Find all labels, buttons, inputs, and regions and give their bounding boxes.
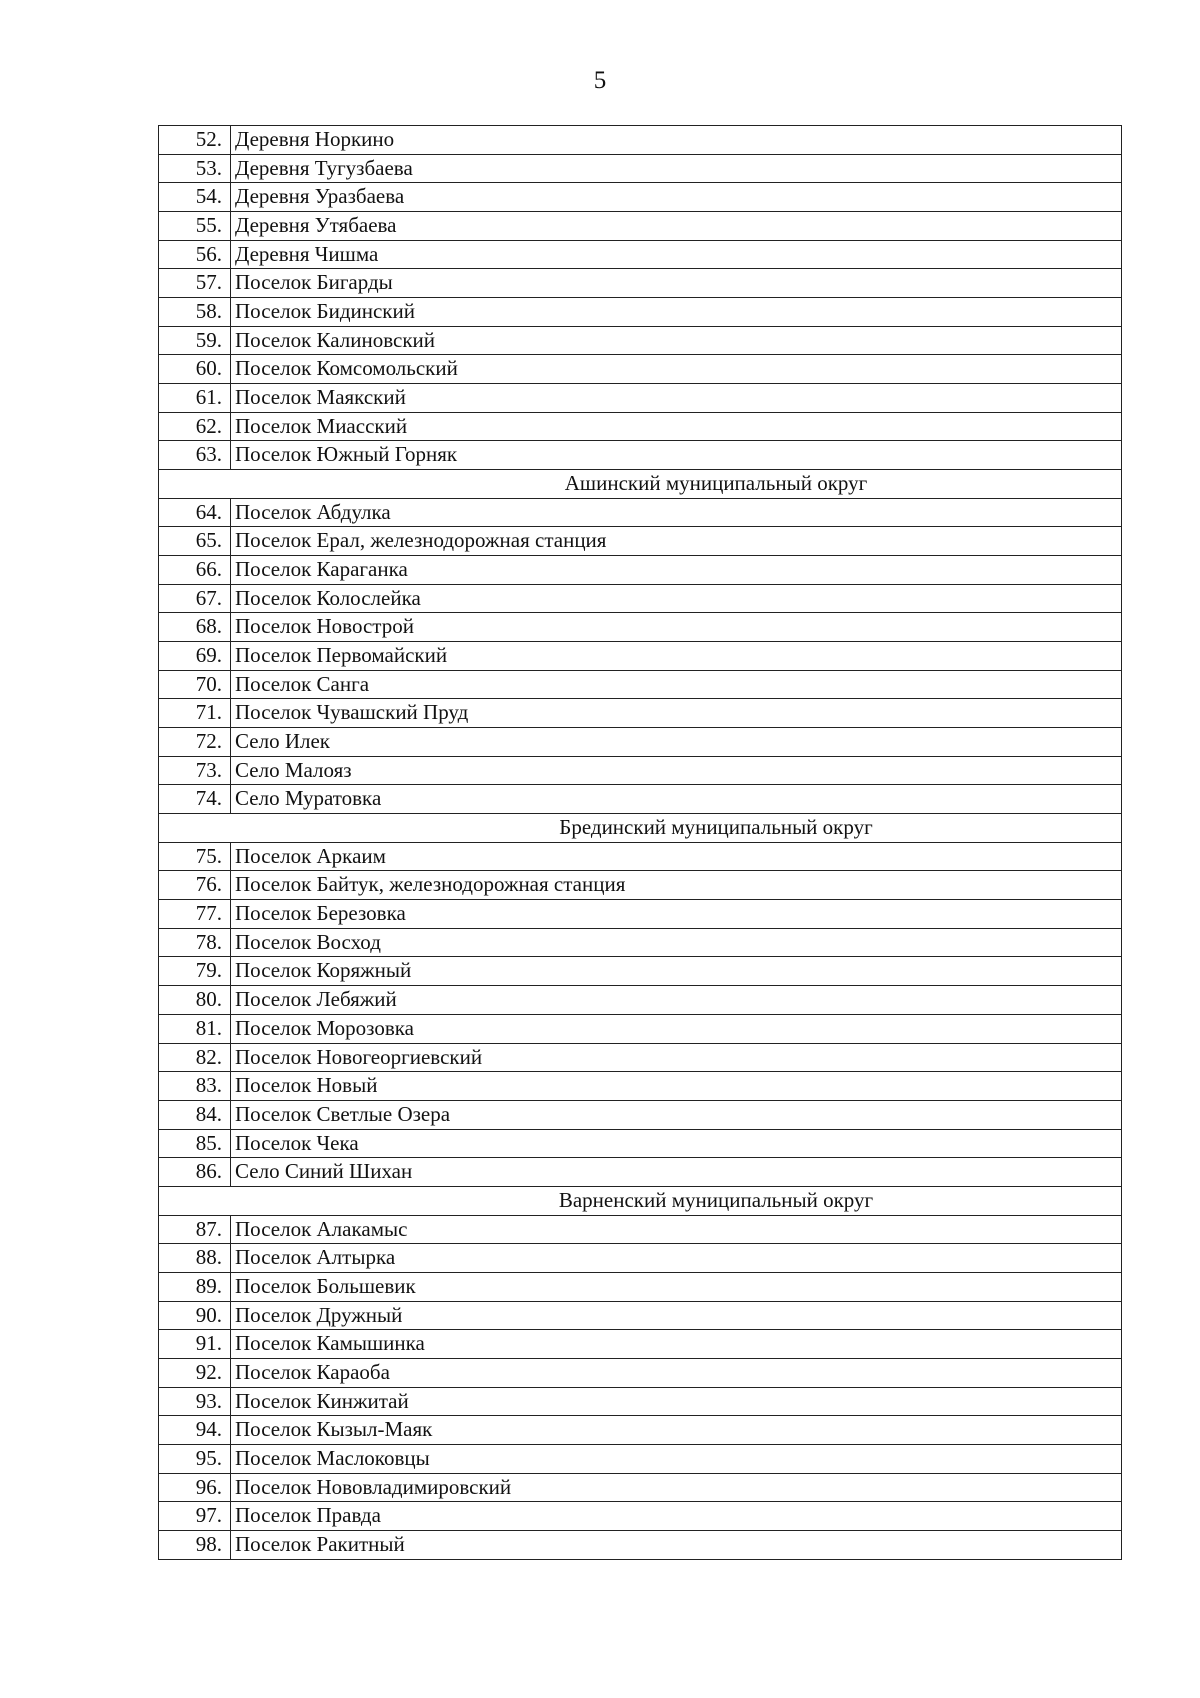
table-row [159,327,1121,356]
page-number: 5 [593,67,607,94]
settlement-name: Поселок Маякский [235,385,406,410]
row-number: 53. [159,155,231,183]
row-number: 75. [159,843,231,871]
settlement-name: Поселок Дружный [235,1302,403,1327]
row-number: 70. [159,671,231,699]
settlement-name: Село Синий Шихан [235,1159,413,1184]
row-number: 59. [159,327,231,355]
section-header-row [159,470,1121,499]
row-number: 57. [159,269,231,297]
table-row [159,1044,1121,1073]
table-row [159,843,1121,872]
row-number: 66. [159,556,231,584]
table-row [159,929,1121,958]
table-row [159,413,1121,442]
settlement-name: Поселок Южный Горняк [235,442,458,467]
settlement-name: Поселок Морозовка [235,1015,414,1040]
settlement-name: Поселок Маслоковцы [235,1445,430,1470]
settlement-name: Поселок Березовка [235,901,406,926]
row-number: 73. [159,757,231,785]
settlement-name: Поселок Кызыл-Маяк [235,1417,433,1442]
section-title: Варненский муниципальный округ [558,1187,874,1212]
settlement-name: Поселок Первомайский [235,643,448,668]
settlement-name: Поселок Кинжитай [235,1388,409,1413]
row-number: 61. [159,384,231,412]
settlement-name: Поселок Аркаим [235,843,386,868]
table-row [159,527,1121,556]
table-row [159,1474,1121,1503]
table-row [159,241,1121,270]
row-number: 71. [159,699,231,727]
section-title: Брединский муниципальный округ [559,815,873,840]
table-row [159,1445,1121,1474]
settlement-name: Поселок Колослейка [235,585,421,610]
settlement-name: Поселок Комсомольский [235,356,458,381]
settlement-name: Поселок Абдулка [235,499,391,524]
table-row [159,613,1121,642]
settlement-name: Поселок Коряжный [235,958,412,983]
table-row [159,556,1121,585]
table-row [159,1273,1121,1302]
table-row [159,212,1121,241]
row-number: 68. [159,613,231,641]
row-number: 87. [159,1216,231,1244]
table-row [159,1216,1121,1245]
settlement-name: Деревня Чишма [235,241,379,266]
settlement-name: Деревня Норкино [235,127,395,151]
row-number: 94. [159,1416,231,1444]
table-row [159,1015,1121,1044]
row-number: 72. [159,728,231,756]
row-number: 93. [159,1388,231,1416]
table-row [159,1502,1121,1531]
row-number: 74. [159,785,231,813]
settlement-name: Поселок Новый [235,1073,378,1098]
row-number: 58. [159,298,231,326]
settlement-name: Поселок Лебяжий [235,987,397,1012]
table-row [159,1101,1121,1130]
settlement-name: Село Малояз [235,757,352,782]
row-number: 64. [159,499,231,527]
table-row [159,441,1121,470]
row-number: 89. [159,1273,231,1301]
row-number: 77. [159,900,231,928]
settlement-name: Поселок Светлые Озера [235,1101,451,1126]
table-row [159,699,1121,728]
table-row [159,671,1121,700]
settlement-name: Деревня Утябаева [235,213,397,238]
row-number: 56. [159,241,231,269]
settlement-name: Поселок Ерал, железнодорожная станция [235,528,607,553]
table-row [159,728,1121,757]
row-number: 82. [159,1044,231,1072]
table-row [159,155,1121,184]
settlement-name: Село Муратовка [235,786,382,811]
table-row [159,900,1121,929]
row-number: 92. [159,1359,231,1387]
row-number: 54. [159,183,231,211]
table-row [159,757,1121,786]
table-row [159,1388,1121,1417]
settlement-name: Деревня Уразбаева [235,184,405,209]
settlement-name: Поселок Бигарды [235,270,393,295]
row-number: 67. [159,585,231,613]
table-row [159,986,1121,1015]
settlement-name: Поселок Калиновский [235,327,436,352]
row-number: 81. [159,1015,231,1043]
row-number: 76. [159,871,231,899]
table-row [159,1330,1121,1359]
settlement-name: Поселок Караоба [235,1359,390,1384]
settlement-name: Поселок Большевик [235,1273,416,1298]
table-row [159,785,1121,814]
table-row [159,355,1121,384]
settlement-name: Поселок Правда [235,1503,381,1528]
row-number: 88. [159,1244,231,1272]
section-header-row [159,1187,1121,1216]
settlement-name: Деревня Тугузбаева [235,155,413,180]
row-number: 95. [159,1445,231,1473]
table-row [159,957,1121,986]
table-row [159,1302,1121,1331]
settlement-name: Поселок Камышинка [235,1331,425,1356]
row-number: 79. [159,957,231,985]
table-row [159,1130,1121,1159]
table-row [159,499,1121,528]
settlement-name: Поселок Байтук, железнодорожная станция [235,872,626,897]
settlement-name: Поселок Миасский [235,413,408,438]
table-row [159,126,1121,155]
settlement-name: Поселок Алакамыс [235,1216,408,1241]
row-number: 78. [159,929,231,957]
table-row [159,1244,1121,1273]
settlement-name: Поселок Новострой [235,614,414,639]
row-number: 69. [159,642,231,670]
row-number: 84. [159,1101,231,1129]
row-number: 63. [159,441,231,469]
row-number: 98. [159,1531,231,1559]
table-row [159,871,1121,900]
settlement-name: Село Илек [235,729,330,754]
table-row [159,298,1121,327]
settlement-name: Поселок Восход [235,929,381,954]
row-number: 52. [159,126,231,154]
settlements-table [158,125,1122,1560]
settlement-name: Поселок Алтырка [235,1245,396,1270]
row-number: 60. [159,355,231,383]
settlement-name: Поселок Бидинский [235,299,415,324]
row-number: 83. [159,1072,231,1100]
row-number: 91. [159,1330,231,1358]
row-number: 65. [159,527,231,555]
section-header-row [159,814,1121,843]
settlement-name: Поселок Новогеоргиевский [235,1044,483,1069]
table-row [159,269,1121,298]
table-row [159,642,1121,671]
section-title: Ашинский муниципальный округ [564,471,868,496]
row-number: 86. [159,1158,231,1186]
row-number: 55. [159,212,231,240]
table-row [159,1359,1121,1388]
settlement-name: Поселок Караганка [235,557,408,582]
table-row [159,1158,1121,1187]
table-row [159,1416,1121,1445]
row-number: 96. [159,1474,231,1502]
row-number: 90. [159,1302,231,1330]
row-number: 85. [159,1130,231,1158]
row-number: 62. [159,413,231,441]
settlement-name: Поселок Ракитный [235,1531,405,1556]
table-row [159,384,1121,413]
row-number: 80. [159,986,231,1014]
table-row [159,1531,1121,1560]
settlement-name: Поселок Нововладимировский [235,1474,512,1499]
table-row [159,183,1121,212]
table-row [159,585,1121,614]
settlement-name: Поселок Чувашский Пруд [235,700,469,725]
settlement-name: Поселок Чека [235,1130,359,1155]
row-number: 97. [159,1502,231,1530]
settlement-name: Поселок Санга [235,671,370,696]
table-row [159,1072,1121,1101]
